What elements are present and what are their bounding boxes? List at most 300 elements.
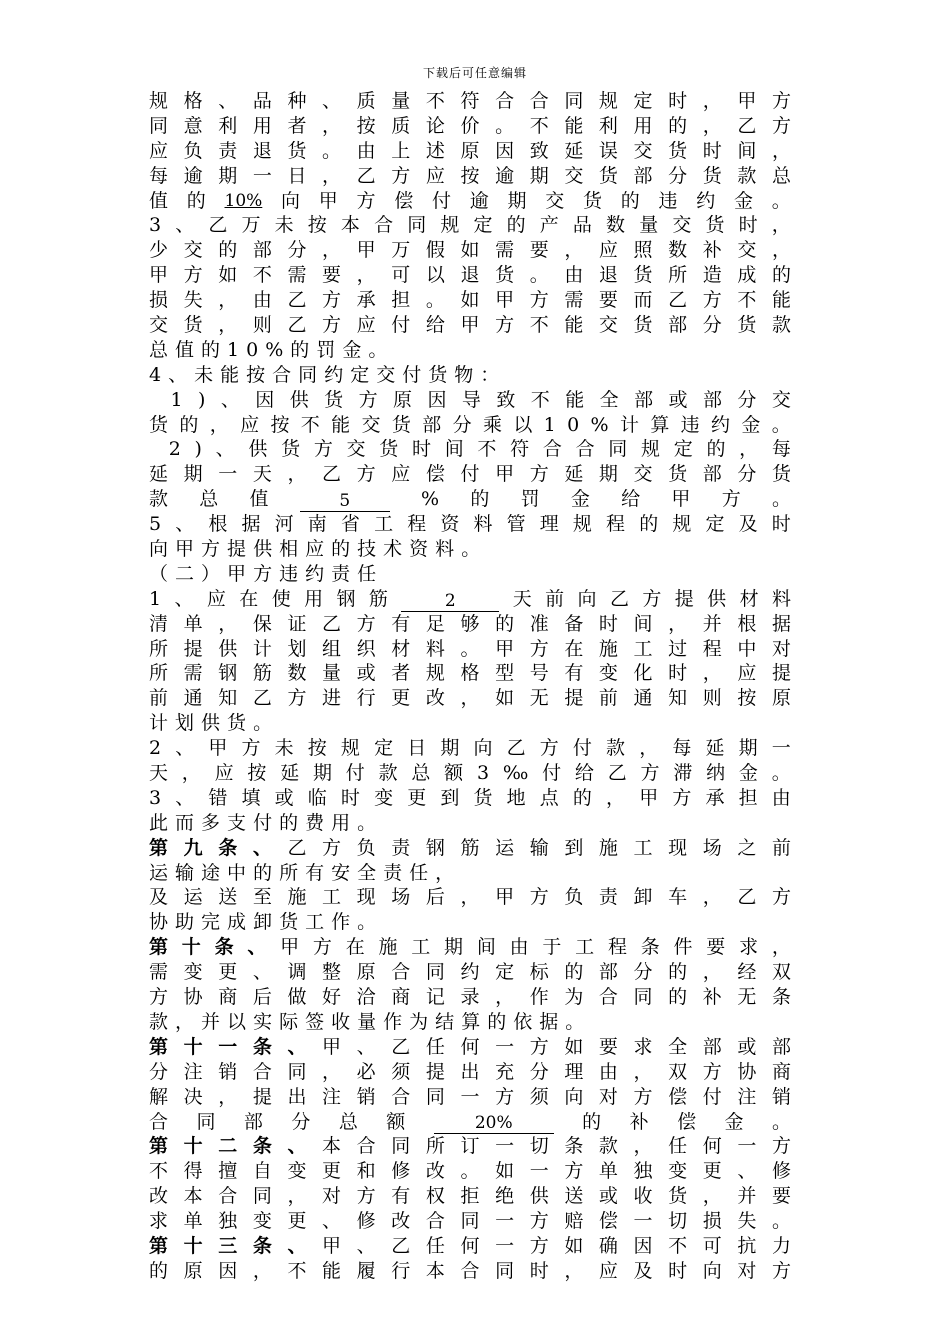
text-glyph: 总 (199, 488, 219, 511)
text-glyph: 更 (218, 961, 238, 984)
text-glyph: 由 (598, 1060, 618, 1083)
text-glyph: 术 (383, 538, 410, 561)
text-glyph: 不 (529, 314, 549, 336)
text-glyph: 筋 (460, 836, 480, 859)
text-glyph: 以 (227, 1010, 254, 1033)
text-glyph: 的 (186, 189, 206, 212)
text-glyph: 按 (737, 687, 757, 710)
text-glyph: 天 (512, 587, 532, 610)
text-glyph: 期 (218, 164, 238, 187)
text-glyph: ， (322, 164, 342, 187)
text-glyph: 计 (149, 712, 176, 735)
text-glyph: 偿 (668, 1085, 688, 1108)
text-glyph: 据 (539, 1010, 566, 1033)
text-glyph: 货 (668, 463, 688, 486)
text-glyph: 述 (425, 139, 445, 162)
text-glyph: 供 (248, 438, 268, 461)
text-glyph: 的 (253, 861, 280, 884)
text-glyph: 由 (771, 786, 791, 809)
text-glyph: 罚 (316, 338, 343, 361)
text-glyph: 理 (539, 513, 559, 536)
text-glyph: 算 (461, 1010, 488, 1033)
text-glyph: 输 (175, 861, 202, 884)
text-glyph: 于 (542, 936, 562, 959)
text-glyph: 需 (287, 264, 307, 287)
text-glyph: 因 (255, 388, 275, 411)
text-glyph: 有 (305, 861, 332, 884)
text-glyph: 定 (633, 89, 653, 112)
text-glyph: 未 (194, 363, 221, 386)
text-glyph: 不 (149, 1160, 169, 1183)
text-glyph: 按 (247, 762, 267, 785)
text-glyph: 方 (771, 114, 791, 137)
text-glyph: 付 (542, 762, 562, 785)
text-glyph: 二 (175, 562, 202, 585)
text-glyph: 资 (409, 538, 436, 561)
text-glyph: 货 (227, 712, 254, 735)
text-glyph: 方 (771, 1135, 791, 1158)
text-glyph: 卸 (633, 886, 653, 909)
text-glyph: 修 (771, 1160, 791, 1183)
text-glyph: 何 (460, 1234, 480, 1257)
text-glyph: 方 (633, 1085, 653, 1108)
text-glyph: 定 (473, 214, 493, 237)
text-glyph: 乙 (737, 114, 757, 137)
text-glyph: 。 (771, 1210, 791, 1233)
text-glyph: 负 (183, 139, 203, 162)
text-glyph: 要 (322, 264, 342, 287)
text-glyph: 的 (279, 811, 306, 834)
text-glyph: 型 (495, 662, 515, 685)
text-glyph (149, 437, 155, 462)
text-glyph: 方 (771, 89, 791, 112)
text-glyph: 规 (149, 89, 169, 112)
text-glyph: ， (668, 612, 688, 635)
text-glyph: 付 (391, 314, 411, 336)
text-glyph: 多 (201, 811, 228, 834)
document-line (149, 886, 791, 911)
text-glyph: 如 (564, 1234, 584, 1257)
text-glyph: 临 (307, 786, 327, 809)
text-glyph: 货 (149, 413, 169, 436)
text-glyph: 款 (771, 314, 791, 336)
page-header-note: 下载后可任意编辑 (422, 66, 527, 80)
text-glyph: 或 (356, 662, 376, 685)
text-glyph: ， (218, 289, 238, 312)
text-glyph: 甲 (495, 289, 515, 312)
text-glyph: 供 (218, 637, 238, 660)
text-glyph: 向 (564, 1085, 584, 1108)
text-glyph: 货 (668, 1185, 688, 1208)
text-glyph: 规 (425, 662, 445, 685)
text-glyph: 延 (149, 463, 169, 486)
text-glyph: 方 (322, 836, 342, 859)
text-glyph: 规 (598, 89, 618, 112)
text-glyph: 需 (495, 239, 515, 262)
text-glyph: 标 (529, 961, 549, 984)
text-glyph: 3 (149, 214, 162, 237)
document-line (149, 686, 791, 711)
text-glyph: 造 (702, 264, 722, 287)
text-glyph: 期 (183, 463, 203, 486)
text-glyph: 乙 (322, 463, 342, 486)
text-glyph: 原 (771, 687, 791, 710)
text-glyph: 方 (702, 289, 722, 312)
text-glyph: 向 (702, 1259, 722, 1282)
text-glyph: ， (702, 89, 722, 112)
text-glyph: 付 (432, 189, 452, 212)
text-glyph: 。 (460, 637, 480, 660)
text-glyph: 同 (564, 89, 584, 112)
text-glyph: 的 (668, 986, 688, 1009)
text-glyph: 方 (529, 1234, 549, 1257)
text-glyph: 间 (476, 936, 496, 959)
text-glyph: 使 (271, 587, 291, 610)
text-glyph: ， (702, 662, 722, 685)
text-glyph: 独 (218, 1210, 238, 1233)
text-glyph: 因 (633, 1234, 653, 1257)
text-glyph: 切 (668, 1210, 688, 1233)
text-glyph: 货 (668, 139, 688, 162)
text-glyph: 货 (495, 264, 515, 287)
text-glyph (149, 388, 155, 413)
text-glyph: 合 (575, 438, 595, 461)
text-glyph: 分 (452, 413, 472, 436)
text-glyph: 按 (307, 737, 327, 760)
text-glyph: 不 (668, 1234, 688, 1257)
text-glyph: 、 (322, 89, 342, 112)
text-glyph: 协 (183, 986, 203, 1009)
text-glyph: ， (702, 961, 722, 984)
text-glyph: 件 (673, 936, 693, 959)
text-glyph: 修 (356, 1210, 376, 1233)
text-glyph: ， (702, 114, 722, 137)
text-glyph: 行 (391, 1259, 411, 1282)
text-glyph: 货 (379, 438, 399, 461)
text-glyph: ， (209, 413, 229, 436)
text-glyph: 变 (252, 1210, 272, 1233)
text-glyph: 依 (513, 1010, 540, 1033)
text-glyph: （ (149, 562, 176, 585)
text-glyph: 论 (425, 114, 445, 137)
text-glyph: 甲 (149, 264, 169, 287)
text-glyph: 签 (305, 1010, 332, 1033)
text-glyph: ， (435, 861, 462, 884)
text-glyph: ， (322, 114, 342, 137)
document-line (149, 562, 791, 587)
text-glyph: 货 (702, 164, 722, 187)
text-glyph: 照 (633, 239, 653, 262)
text-glyph: 1 (170, 388, 183, 411)
text-glyph: 料 (771, 587, 791, 610)
text-glyph: 或 (668, 388, 688, 411)
text-glyph: 后 (425, 886, 445, 909)
text-glyph: 由 (509, 936, 529, 959)
text-glyph: 1 (227, 338, 247, 361)
text-glyph: 物 (454, 363, 481, 386)
text-glyph: 向 (473, 737, 493, 760)
text-glyph: 技 (357, 538, 384, 561)
text-glyph: 的 (149, 1259, 169, 1282)
text-glyph: 品 (572, 214, 592, 237)
text-glyph: 和 (356, 1160, 376, 1183)
text-glyph: 致 (496, 388, 516, 411)
text-glyph: 总 (338, 1110, 358, 1133)
text-glyph: 条 (252, 1035, 272, 1058)
text-glyph: 第 (149, 836, 169, 859)
text-glyph: 所 (149, 637, 169, 660)
text-glyph: 任 (425, 1035, 445, 1058)
text-glyph: 同 (149, 114, 169, 137)
text-glyph: 乙 (252, 687, 272, 710)
text-glyph: 同 (633, 986, 653, 1009)
text-glyph: 甲 (280, 936, 300, 959)
text-glyph: 为 (409, 1010, 436, 1033)
text-glyph: 交 (633, 463, 653, 486)
text-glyph: 及 (738, 513, 758, 536)
text-glyph: 甲 (671, 488, 691, 511)
text-glyph: 解 (149, 1085, 169, 1108)
text-glyph: 有 (391, 1185, 411, 1208)
text-glyph: 后 (252, 986, 272, 1009)
text-glyph: 计 (619, 413, 639, 436)
text-glyph: 程 (607, 936, 627, 959)
text-glyph: 工 (305, 911, 332, 934)
text-glyph: 全 (668, 1035, 688, 1058)
text-glyph: 变 (598, 662, 618, 685)
text-glyph: 根 (208, 513, 228, 536)
text-glyph: 方 (640, 762, 660, 785)
text-glyph: 划 (287, 637, 307, 660)
text-glyph: 清 (149, 612, 169, 635)
text-glyph: 的 (668, 961, 688, 984)
text-glyph: 本 (183, 1185, 203, 1208)
text-glyph: ， (771, 239, 791, 262)
text-glyph: 货 (771, 463, 791, 486)
text-glyph: 前 (771, 836, 791, 859)
text-glyph: 同 (460, 1210, 480, 1233)
text-glyph: 如 (460, 239, 480, 262)
text-glyph: 所 (279, 861, 306, 884)
text-glyph: 必 (356, 1060, 376, 1083)
text-glyph: 方 (253, 562, 280, 585)
text-glyph: 、 (175, 786, 195, 809)
document-line (149, 661, 791, 686)
text-glyph: 单 (183, 612, 203, 635)
text-glyph: 、 (218, 89, 238, 112)
text-glyph: 途 (201, 861, 228, 884)
text-glyph: 担 (738, 786, 758, 809)
text-glyph: 货 (598, 164, 618, 187)
text-glyph: 金 (738, 762, 758, 785)
text-glyph: 、 (247, 936, 267, 959)
text-glyph: 切 (529, 1135, 549, 1158)
text-glyph: 。 (771, 488, 791, 511)
text-glyph: 应 (214, 762, 234, 785)
text-glyph: 工 (633, 836, 653, 859)
text-glyph: 施 (598, 836, 618, 859)
text-glyph: 方 (322, 289, 342, 312)
text-glyph: 款 (598, 1135, 618, 1158)
text-glyph: 交 (346, 438, 366, 461)
text-glyph: 时 (668, 89, 688, 112)
text-glyph: 失 (183, 289, 203, 312)
text-glyph: 未 (274, 737, 294, 760)
text-glyph: 延 (705, 737, 725, 760)
text-glyph: 条 (771, 986, 791, 1009)
text-glyph: 合 (529, 89, 549, 112)
text-glyph: 交 (361, 413, 381, 436)
text-glyph: 合 (391, 961, 411, 984)
text-glyph: 乙 (287, 289, 307, 312)
text-glyph: 据 (241, 513, 261, 536)
text-glyph: 进 (322, 687, 342, 710)
text-glyph: 、 (322, 1210, 342, 1233)
text-glyph: 、 (175, 214, 195, 237)
text-glyph: 何 (460, 1035, 480, 1058)
text-glyph: 给 (621, 488, 641, 511)
text-glyph: 延 (280, 762, 300, 785)
text-glyph: 按 (460, 164, 480, 187)
text-glyph: 不 (300, 413, 320, 436)
text-glyph: 期 (529, 164, 549, 187)
text-glyph: 上 (391, 139, 411, 162)
text-glyph: 交 (149, 314, 169, 336)
text-glyph: 在 (345, 936, 365, 959)
text-glyph: 乙 (609, 587, 629, 610)
text-glyph: 通 (633, 687, 653, 710)
text-glyph: 方 (529, 289, 549, 312)
text-glyph: 及 (633, 1259, 653, 1282)
text-glyph: 提 (564, 687, 584, 710)
fill-in-blank: 5 (300, 491, 390, 512)
text-glyph: 助 (175, 911, 202, 934)
text-glyph: 要 (598, 1035, 618, 1058)
text-glyph: 利 (218, 114, 238, 137)
text-glyph: 资 (440, 513, 460, 536)
text-glyph: 本 (425, 1259, 445, 1282)
text-glyph: 的 (495, 612, 515, 635)
text-glyph: 的 (218, 239, 238, 262)
text-glyph: 值 (249, 488, 269, 511)
text-glyph: 交 (633, 139, 653, 162)
text-glyph: 分 (291, 1110, 311, 1133)
text-glyph: 材 (739, 587, 759, 610)
text-glyph: 工 (374, 513, 394, 536)
text-glyph: 款 (149, 1010, 176, 1033)
document-line (149, 1234, 791, 1259)
text-glyph: ， (252, 1259, 272, 1282)
text-glyph: 求 (633, 1035, 653, 1058)
text-glyph: 产 (539, 214, 559, 237)
text-glyph: 货 (473, 786, 493, 809)
text-glyph: 责 (598, 886, 618, 909)
text-glyph: 用 (331, 811, 358, 834)
text-glyph: 分 (737, 463, 757, 486)
text-glyph: 时 (771, 513, 791, 536)
text-glyph: 南 (307, 513, 327, 536)
text-glyph: 方 (358, 388, 378, 411)
text-glyph: 甲 (227, 562, 254, 585)
text-glyph: 乘 (482, 413, 502, 436)
text-glyph: ： (480, 363, 507, 386)
text-glyph: 同 (252, 1185, 272, 1208)
text-glyph: 应 (598, 1259, 618, 1282)
text-glyph: 甲 (208, 737, 228, 760)
text-glyph: 退 (598, 264, 618, 287)
document-line (149, 836, 791, 861)
text-glyph: 金 (734, 189, 754, 212)
text-glyph: ， (322, 239, 342, 262)
text-glyph: 方 (356, 463, 376, 486)
document-line (149, 1159, 791, 1184)
text-glyph: ， (218, 314, 238, 336)
text-glyph: 万 (241, 214, 261, 237)
text-glyph: 变 (287, 1160, 307, 1183)
text-glyph: 十 (183, 1234, 203, 1257)
text-glyph: 际 (279, 1010, 306, 1033)
text-glyph: 对 (598, 1085, 618, 1108)
document-line (149, 811, 791, 836)
text-glyph: 分 (149, 1060, 169, 1083)
text-glyph: 、 (175, 513, 195, 536)
document-line (149, 587, 791, 612)
text-glyph: 方 (391, 164, 411, 187)
text-glyph: 1 (543, 413, 556, 436)
text-glyph: % (265, 338, 291, 361)
text-glyph: 改 (391, 1210, 411, 1233)
text-glyph: 程 (702, 637, 722, 660)
text-glyph: 出 (287, 1085, 307, 1108)
document-line (149, 960, 791, 985)
text-glyph: 任 (357, 562, 384, 585)
text-glyph: 料 (425, 637, 445, 660)
text-glyph: 交 (183, 239, 203, 262)
text-glyph: 负 (356, 836, 376, 859)
text-glyph: 三 (218, 1234, 238, 1257)
document-line (149, 1060, 791, 1085)
text-glyph: 如 (495, 687, 515, 710)
document-line (149, 1010, 791, 1035)
text-glyph: 一 (771, 737, 791, 760)
text-glyph: 好 (322, 986, 342, 1009)
document-line (149, 288, 791, 313)
text-glyph: 货 (279, 911, 306, 934)
document-line (149, 761, 791, 786)
text-glyph: 款 (737, 164, 757, 187)
text-glyph: 可 (391, 264, 411, 287)
text-glyph: 省 (340, 513, 360, 536)
text-glyph: 费 (305, 811, 332, 834)
text-glyph: 商 (771, 1060, 791, 1083)
text-glyph: 拒 (460, 1185, 480, 1208)
fill-in-blank: 20% (434, 1113, 554, 1134)
text-glyph: 据 (771, 612, 791, 635)
text-glyph: 3 (149, 786, 162, 809)
text-glyph: 者 (391, 662, 411, 685)
text-glyph: 数 (668, 239, 688, 262)
text-glyph: 部 (422, 413, 442, 436)
text-glyph: 第 (149, 1035, 169, 1058)
text-glyph: 协 (737, 1060, 757, 1083)
text-glyph: 纳 (706, 762, 726, 785)
text-glyph: 运 (149, 861, 176, 884)
text-glyph: 变 (374, 786, 394, 809)
text-glyph: 同 (425, 1085, 445, 1108)
text-glyph: 、 (220, 388, 240, 411)
text-glyph: 或 (274, 786, 294, 809)
text-glyph: 及 (149, 886, 169, 909)
